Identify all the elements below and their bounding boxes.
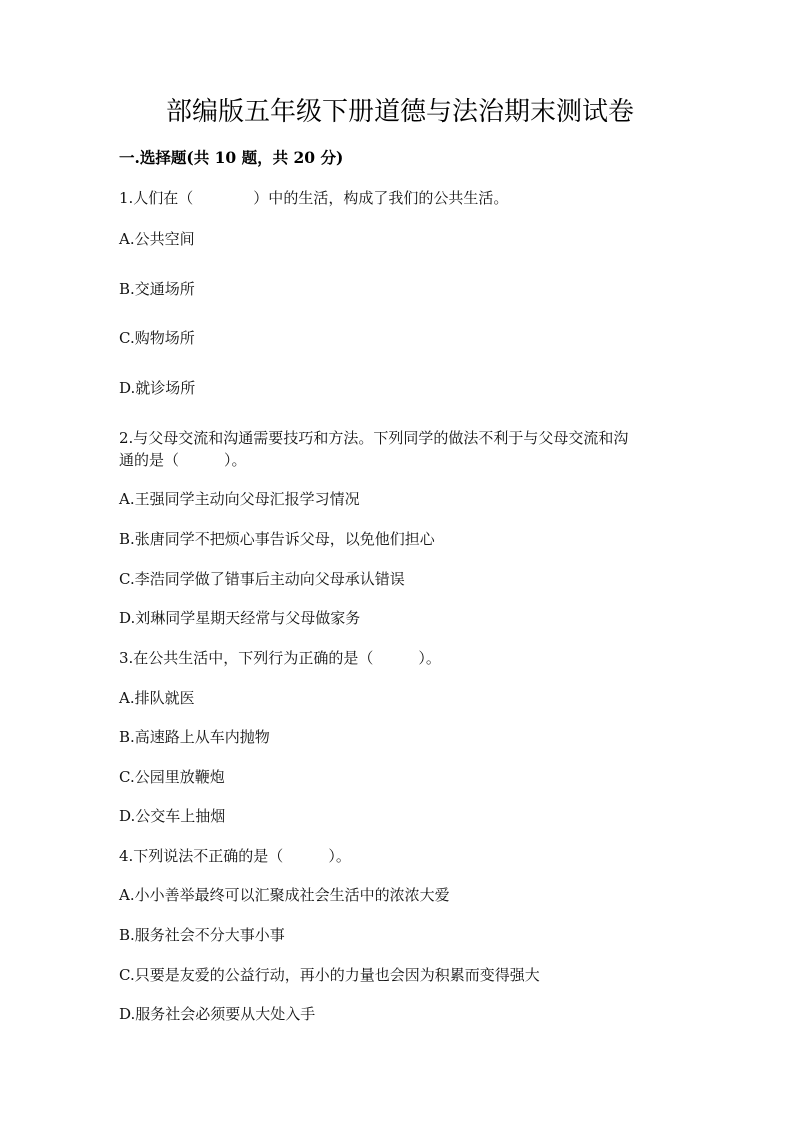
question-2-option-a: A.王强同学主动向父母汇报学习情况 <box>119 490 360 508</box>
page-title: 部编版五年级下册道德与法治期末测试卷 <box>165 97 634 127</box>
question-2-option-c: C.李浩同学做了错事后主动向父母承认错误 <box>119 570 405 588</box>
question-3-option-c: C.公园里放鞭炮 <box>119 768 225 786</box>
question-4-option-b: B.服务社会不分大事小事 <box>119 926 285 944</box>
question-1-stem: 1.人们在（ ）中的生活，构成了我们的公共生活。 <box>119 189 509 207</box>
question-2-option-d: D.刘琳同学星期天经常与父母做家务 <box>119 609 361 627</box>
question-1-option-c: C.购物场所 <box>119 329 195 347</box>
question-3-option-b: B.高速路上从车内抛物 <box>119 728 270 746</box>
question-1-option-a: A.公共空间 <box>119 230 195 248</box>
question-1-option-b: B.交通场所 <box>119 280 195 298</box>
question-2-stem-line-2: 通的是（ ）。 <box>119 451 247 469</box>
question-2-option-b: B.张唐同学不把烦心事告诉父母，以免他们担心 <box>119 530 435 548</box>
question-4-option-c: C.只要是友爱的公益行动，再小的力量也会因为积累而变得强大 <box>119 966 540 984</box>
question-2-stem-line-1: 2.与父母交流和沟通需要技巧和方法。下列同学的做法不利于与父母交流和沟 <box>119 429 629 447</box>
question-4-option-d: D.服务社会必须要从大处入手 <box>119 1005 316 1023</box>
question-1-option-d: D.就诊场所 <box>119 379 196 397</box>
question-3-option-d: D.公交车上抽烟 <box>119 807 226 825</box>
question-3-option-a: A.排队就医 <box>119 689 195 707</box>
section-heading: 一.选择题(共 10 题，共 20 分) <box>119 148 344 167</box>
question-4-option-a: A.小小善举最终可以汇聚成社会生活中的浓浓大爱 <box>119 886 450 904</box>
question-3-stem: 3.在公共生活中，下列行为正确的是（ ）。 <box>119 649 441 667</box>
question-4-stem: 4.下列说法不正确的是（ ）。 <box>119 847 351 865</box>
